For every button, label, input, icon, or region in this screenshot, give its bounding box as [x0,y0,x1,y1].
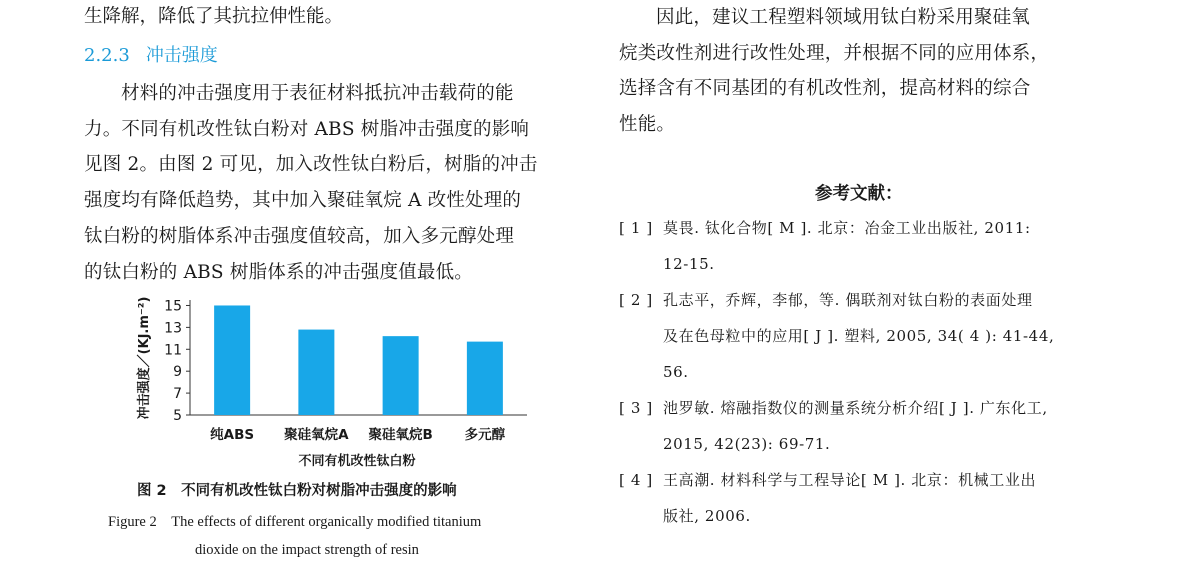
conclusion-paragraph [619,0,1119,143]
figure-caption-english [108,508,481,564]
bar-0 [214,305,250,415]
paragraph-line: 选择含有不同基团的有机改性剂，提高材料的综合 [619,78,1031,100]
reference-line: 2015, 42(23): 69-71. [663,435,831,453]
bar-3 [467,342,503,415]
reference-line: 王高潮. 材料科学与工程导论[ M ]. 北京：机械工业出 [663,471,1037,489]
y-tick-label: 7 [173,386,182,403]
y-tick-label: 13 [164,320,182,337]
references-list [619,210,1119,534]
paragraph-line: 力。不同有机改性钛白粉对 ABS 树脂冲击强度的影响 [84,118,530,140]
reference-tag: [ 4 ] [619,471,653,489]
y-axis-label: 冲击强度／(KJ.m⁻²) [137,296,152,420]
paragraph-line: 材料的冲击强度用于表征材料抵抗冲击载荷的能 [121,83,514,104]
paragraph-line: 因此，建议工程塑料领域用钛白粉采用聚硅氧 [656,7,1031,28]
y-ticks [164,298,190,424]
paragraph-line: 烷类改性剂进行改性处理，并根据不同的应用体系， [619,42,1050,64]
reference-tag: [ 2 ] [619,291,653,309]
paragraph-line: 强度均有降低趋势，其中加入聚硅氧烷 A 改性处理的 [84,190,522,212]
reference-item [619,282,1119,390]
reference-line: 莫畏. 钛化合物[ M ]. 北京：冶金工业出版社, 2011: [663,219,1031,237]
figure-2 [84,290,584,571]
figure-caption-chinese: 图 2 不同有机改性钛白粉对树脂冲击强度的影响 [137,483,457,499]
reference-tag: [ 3 ] [619,399,653,417]
impact-strength-bar-chart [84,290,584,475]
reference-line: 池罗敏. 熔融指数仪的测量系统分析介绍[ J ]. 广东化工, [663,399,1048,417]
reference-line: 56. [663,363,689,381]
reference-line: 版社, 2006. [663,507,751,525]
reference-line: 及在色母粒中的应用[ J ]. 塑料, 2005, 34( 4 ): 41-44, [663,327,1055,345]
section-title: 冲击强度 [145,45,218,66]
paragraph-line: 见图 2。由图 2 可见，加入改性钛白粉后，树脂的冲击 [84,154,538,176]
paragraph-line: 的钛白粉的 ABS 树脂体系的冲击强度值最低。 [84,261,473,283]
reference-line: 12-15. [663,255,715,273]
x-tick-label: 聚硅氧烷B [368,427,433,443]
bar-2 [383,336,419,415]
x-tick-labels [210,426,505,443]
reference-item [619,210,1119,282]
references-title: 参考文献： [815,184,903,204]
continued-paragraph-line: 生降解，降低了其抗拉伸性能。 [84,6,344,27]
y-tick-label: 15 [164,298,182,315]
x-tick-label: 聚硅氧烷A [284,427,349,443]
reference-tag: [ 1 ] [619,219,653,237]
reference-item [619,462,1119,534]
section-heading [84,43,218,69]
paragraph-line: 钛白粉的树脂体系冲击强度值较高，加入多元醇处理 [84,225,515,247]
reference-line: 孔志平，乔辉，李郁，等. 偶联剂对钛白粉的表面处理 [663,291,1033,309]
y-tick-label: 9 [173,364,182,381]
reference-item [619,390,1119,462]
caption-en-line-2: dioxide on the impact strength of resin [195,542,419,558]
paragraph-line: 性能。 [619,114,676,136]
bars [214,305,503,415]
section-number: 2.2.3 [84,45,130,66]
y-tick-label: 5 [173,408,182,424]
x-tick-label: 纯ABS [210,427,255,443]
y-tick-label: 11 [164,342,182,359]
x-tick-label: 多元醇 [464,427,506,443]
x-axis-label: 不同有机改性钛白粉 [298,454,416,469]
caption-en-line-1: Figure 2 The effects of different organically modified titanium [108,514,482,530]
bar-1 [298,330,334,415]
impact-strength-paragraph [84,76,584,290]
